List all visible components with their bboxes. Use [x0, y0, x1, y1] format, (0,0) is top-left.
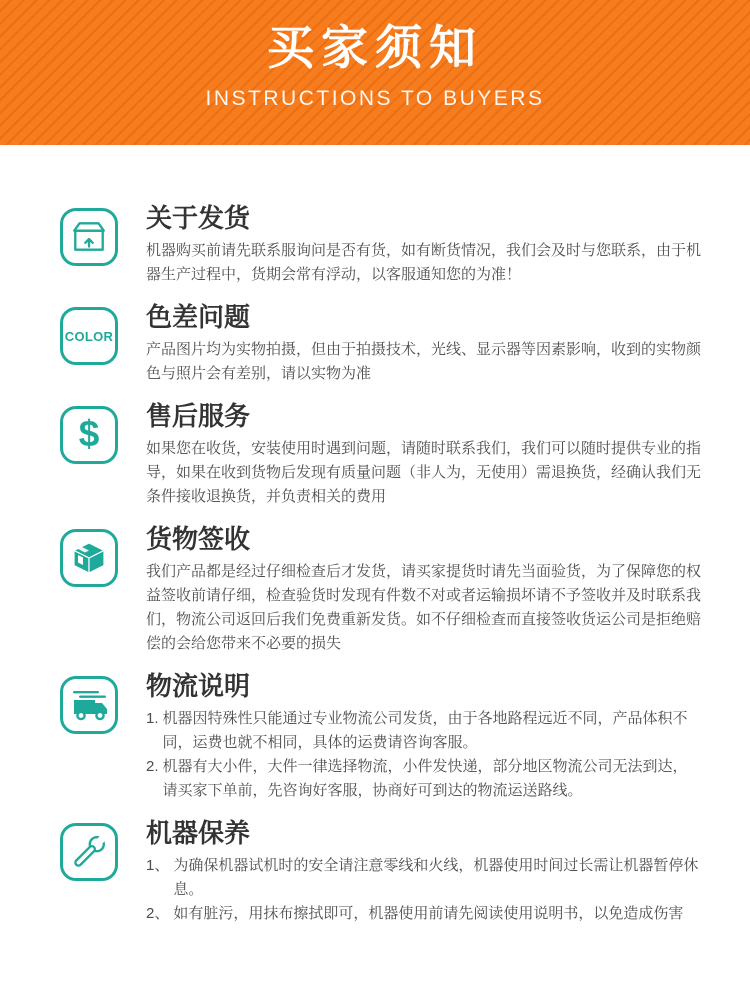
- list-item-number: 2、: [146, 905, 170, 922]
- section-after-sales: [60, 401, 702, 509]
- list-item-text: 机器有大小件，大件一律选择物流，小件发快递，部分地区物流公司无法到达，请买家下单前，先咨询好客服，协商好可到达的物流运送路线。: [162, 758, 688, 799]
- section-body: 我们产品都是经过仔细检查后才发货，请买家提货时请先当面验货，为了保障您的权益签收前请仔细，检查验货时发现有件数不对或者运输损坏请不予签收并及时联系我们，物流公司返回后我们免费重新发货。如不仔细检查而直接签收货运公司是拒绝赔偿的会给您带来不必要的损失: [146, 563, 702, 652]
- list-item-text: 为确保机器试机时的安全请注意零线和火线，机器使用时间过长需让机器暂停休息。: [173, 857, 699, 898]
- truck-icon: [60, 676, 118, 734]
- dollar-icon-glyph: $: [78, 413, 100, 454]
- section-title: 物流说明: [146, 671, 251, 701]
- section-shipping: [60, 203, 702, 287]
- package-box-icon: [60, 208, 118, 266]
- page-subtitle: INSTRUCTIONS TO BUYERS: [205, 87, 545, 110]
- list-item-number: 1、: [146, 857, 170, 874]
- section-body-list: [146, 707, 702, 803]
- header-banner: [0, 0, 750, 145]
- wrench-icon: [60, 823, 118, 881]
- list-item: [146, 755, 702, 803]
- section-maintenance: [60, 818, 702, 926]
- section-body: 如果您在收货，安装使用时遇到问题，请随时联系我们，我们可以随时提供专业的指导，如果在收到货物后发现有质量问题（非人为，无使用）需退换货，经确认我们无条件接收退换货，并负责相关的费用: [146, 440, 702, 505]
- list-item: [146, 707, 702, 755]
- section-color-difference: [60, 302, 702, 386]
- section-title: 货物签收: [146, 524, 251, 554]
- section-title: 色差问题: [146, 302, 251, 332]
- page-title: 买家须知: [267, 21, 483, 74]
- section-body: 产品图片均为实物拍摄，但由于拍摄技术，光线、显示器等因素影响，收到的实物颜色与照片会有差别，请以实物为准: [146, 341, 702, 382]
- section-goods-acceptance: [60, 524, 702, 656]
- section-title: 售后服务: [146, 401, 251, 431]
- section-title: 关于发货: [146, 203, 251, 233]
- color-icon-label: COLOR: [64, 328, 114, 344]
- sections-list: [0, 145, 750, 981]
- dollar-icon: [60, 406, 118, 464]
- list-item-text: 如有脏污，用抹布擦拭即可，机器使用前请先阅读使用说明书，以免造成伤害: [173, 905, 684, 922]
- list-item-number: 1.: [146, 710, 159, 727]
- list-item: [146, 902, 702, 926]
- list-item-text: 机器因特殊性只能通过专业物流公司发货，由于各地路程远近不同，产品体积不同，运费也就不相同，具体的运费请咨询客服。: [162, 710, 688, 751]
- list-item-number: 2.: [146, 758, 159, 775]
- cube-box-icon: [60, 529, 118, 587]
- section-body: 机器购买前请先联系服询问是否有货，如有断货情况，我们会及时与您联系，由于机器生产过程中，货期会常有浮动，以客服通知您的为准！: [146, 242, 702, 283]
- color-icon: [60, 307, 118, 365]
- section-body-list: [146, 854, 702, 926]
- list-item: [146, 854, 702, 902]
- section-logistics: [60, 671, 702, 803]
- section-title: 机器保养: [146, 818, 251, 848]
